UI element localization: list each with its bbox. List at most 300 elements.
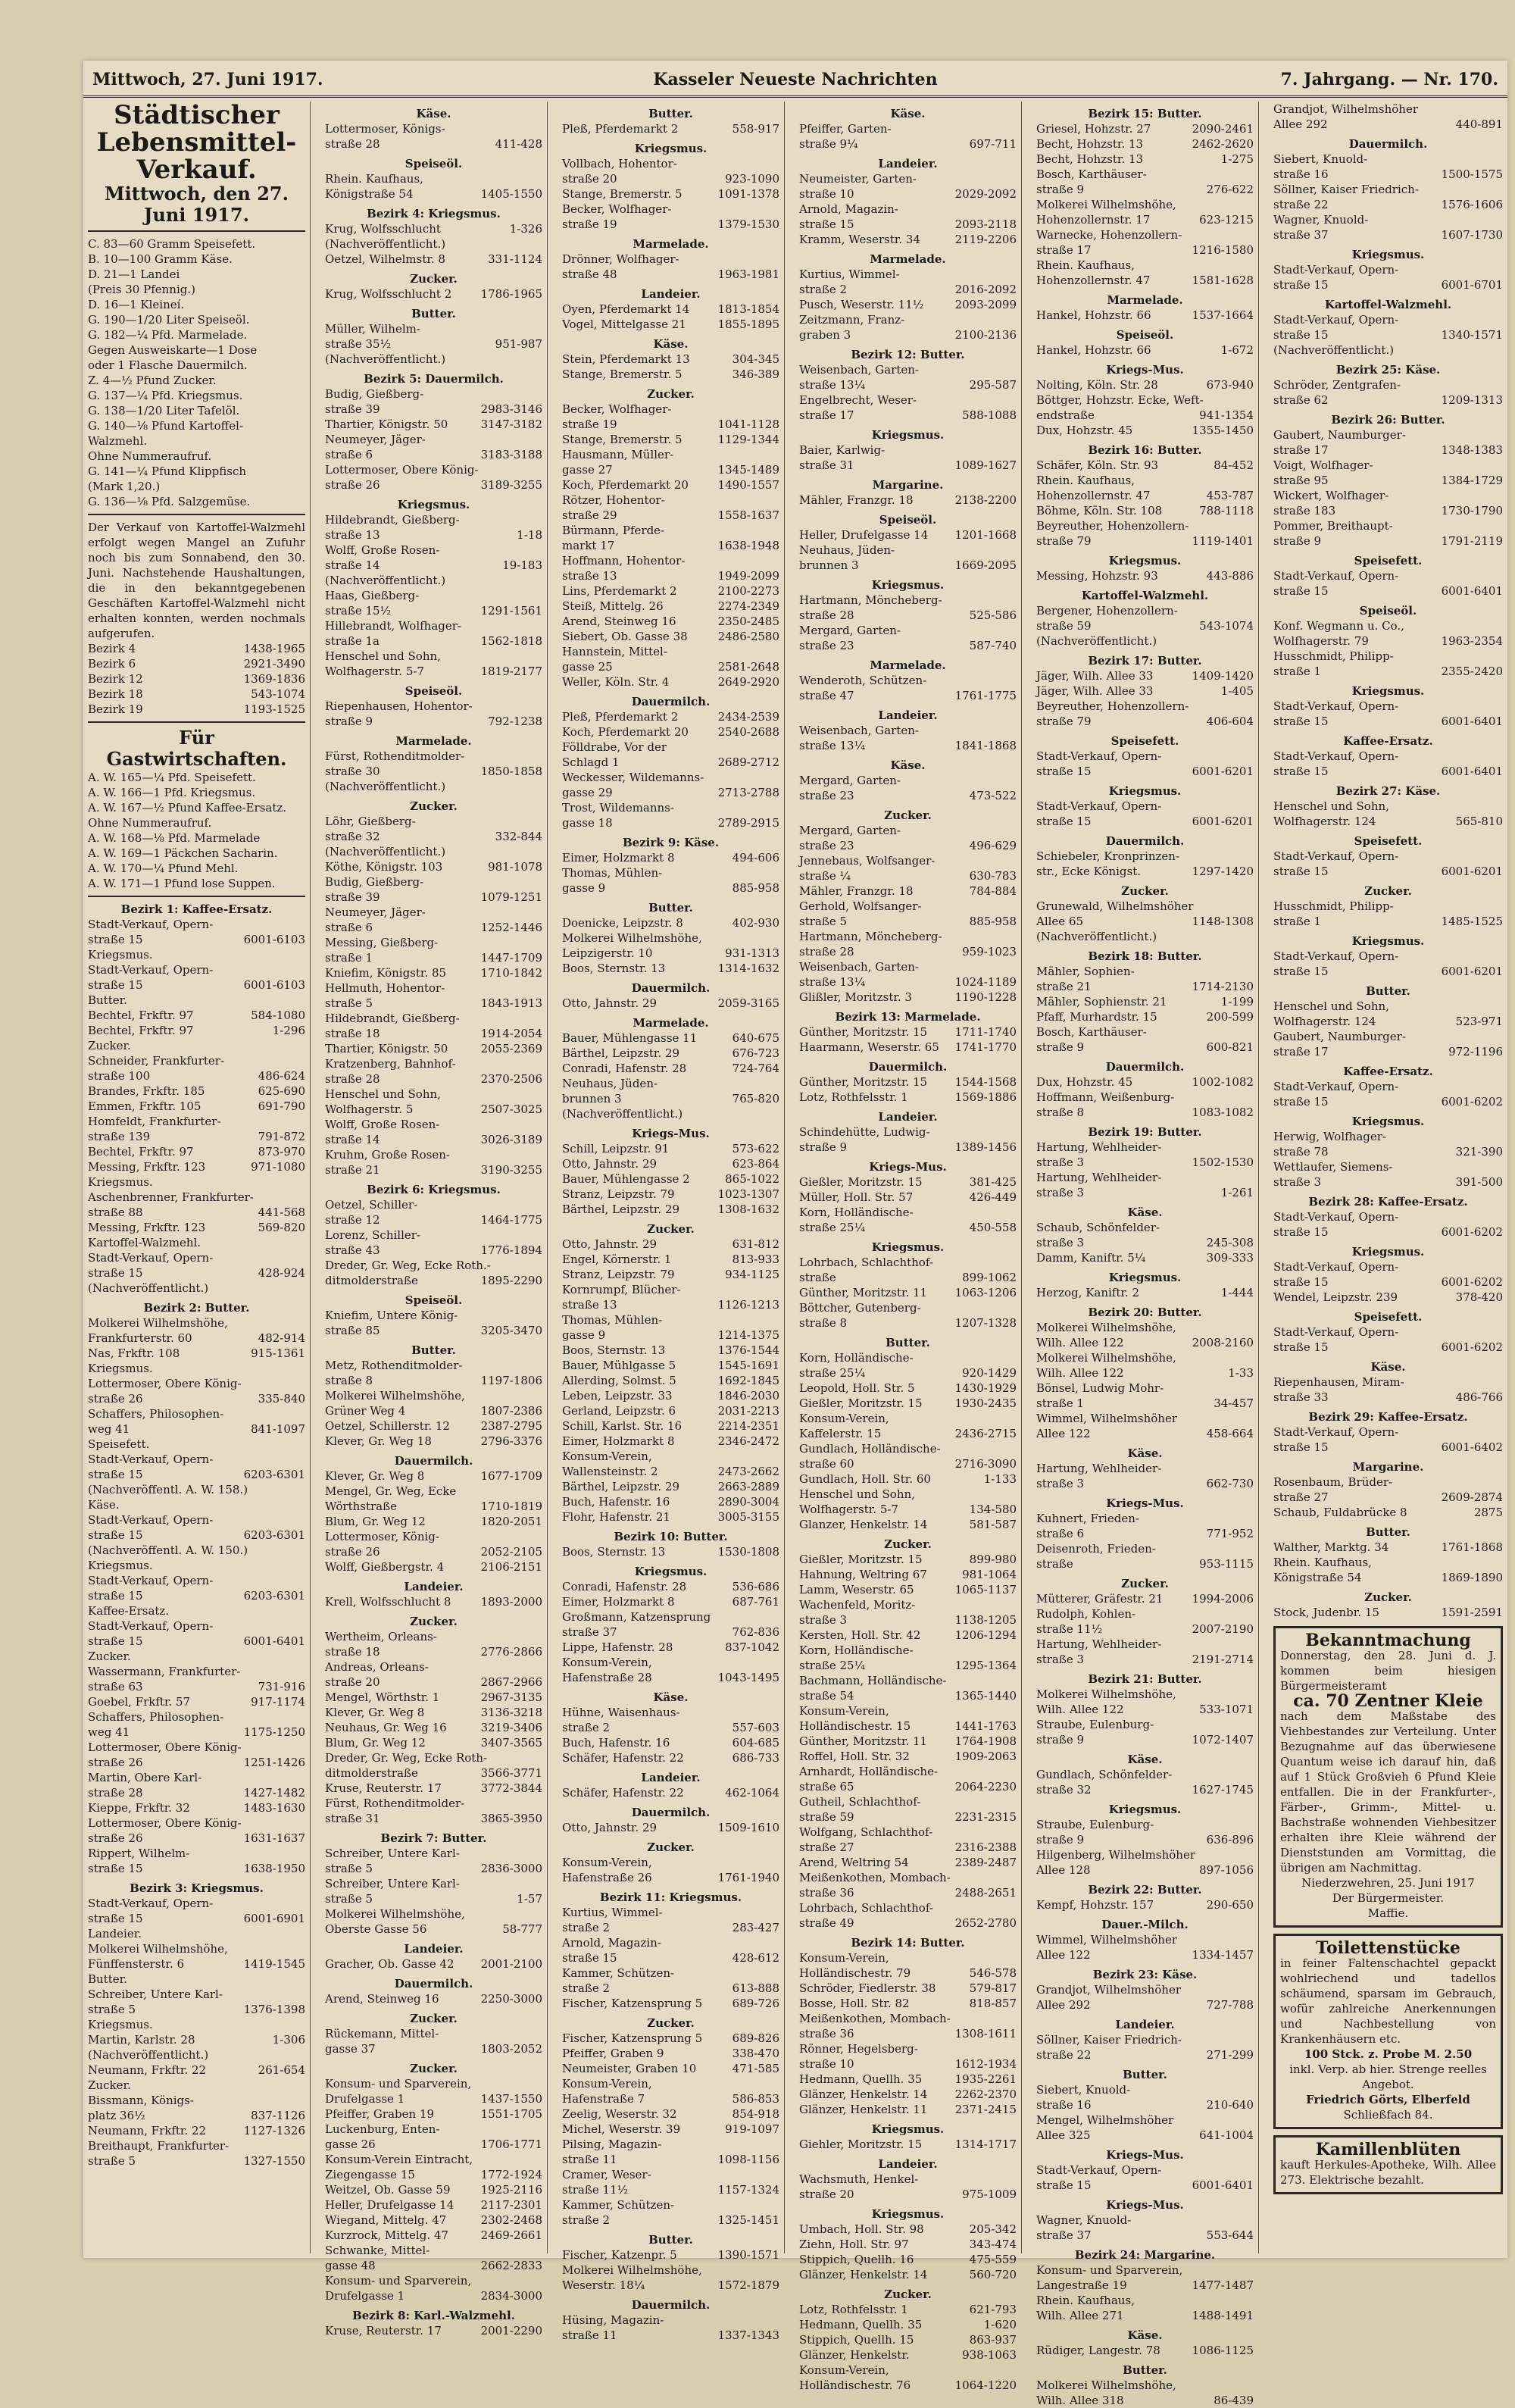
list-item bbox=[562, 462, 779, 477]
entry-range: 1846-2030 bbox=[717, 1389, 779, 1403]
entry-text: Bezirk 7: Butter. bbox=[380, 1831, 487, 1845]
entry-text: Butter. bbox=[648, 901, 693, 915]
entry-text: straße 15 bbox=[799, 217, 854, 231]
entry-text: Günther, Moritzstr. 11 bbox=[799, 1286, 928, 1299]
section-heading bbox=[1036, 1802, 1254, 1817]
entry-text: Flohr, Hafenstr. 21 bbox=[562, 1510, 670, 1524]
section-heading bbox=[1036, 1672, 1254, 1687]
entry-range: 2486-2580 bbox=[717, 630, 779, 643]
entry-text: straße 13 bbox=[325, 528, 380, 542]
entry-range: 586-853 bbox=[732, 2092, 779, 2106]
list-item bbox=[1036, 342, 1254, 358]
entry-range: 2138-2200 bbox=[954, 493, 1017, 507]
entry-text: straße 18 bbox=[325, 1645, 380, 1659]
entry-text: Stein, Pferdemarkt 13 bbox=[562, 352, 690, 366]
entry-text: straße 19 bbox=[562, 217, 617, 231]
list-item bbox=[1036, 1105, 1254, 1120]
entry-text: Eimer, Holzmarkt 8 bbox=[562, 1434, 675, 1448]
section-heading bbox=[325, 1614, 542, 1629]
list-item bbox=[799, 543, 1017, 558]
entry-range: 543-1074 bbox=[1199, 619, 1254, 633]
entry-text: Margarine. bbox=[872, 478, 944, 492]
entry-text: Schäfer, Köln. Str. 93 bbox=[1036, 458, 1159, 472]
list-item bbox=[325, 859, 542, 874]
list-item bbox=[1036, 503, 1254, 518]
section-heading bbox=[1273, 362, 1503, 377]
entry-text: Bezirk 29: Kaffee-Ersatz. bbox=[1308, 1410, 1468, 1424]
entry-text: Kriegsmus. bbox=[88, 948, 153, 962]
entry-range: 1485-1525 bbox=[1441, 915, 1503, 928]
list-item bbox=[325, 1906, 542, 1922]
entry-range: 762-836 bbox=[732, 1625, 779, 1639]
entry-text: Käse. bbox=[653, 1690, 689, 1704]
entry-text: Stippich, Quellh. 16 bbox=[799, 2253, 914, 2266]
entry-text: Haas, Gießberg- bbox=[325, 589, 420, 602]
entry-range: 1711-1740 bbox=[954, 1025, 1017, 1039]
list-item bbox=[88, 1573, 305, 1588]
list-item bbox=[325, 649, 542, 664]
entry-text: Thomas, Mühlen- bbox=[562, 1313, 663, 1327]
entry-text: Zucker. bbox=[1121, 884, 1169, 898]
entry-range: 630-783 bbox=[969, 869, 1017, 883]
entry-text: straße 2 bbox=[562, 1721, 611, 1734]
entry-text: Käse. bbox=[890, 107, 926, 120]
entry-text: Bauer, Mühlengasse 11 bbox=[562, 1031, 698, 1045]
entry-text: Speiseöl. bbox=[405, 1293, 463, 1307]
section-heading bbox=[325, 1293, 542, 1308]
list-item bbox=[799, 823, 1017, 838]
list-item bbox=[562, 1735, 779, 1750]
list-item bbox=[562, 1640, 779, 1655]
list-item bbox=[88, 977, 305, 993]
list-item bbox=[562, 1705, 779, 1720]
entry-range: 462-1064 bbox=[725, 1786, 779, 1800]
entry-text: gasse 9 bbox=[562, 1328, 606, 1342]
entry-text: Hilgenberg, Wilhelmshöher bbox=[1036, 1848, 1196, 1862]
entry-text: Nolting, Köln. Str. 28 bbox=[1036, 378, 1158, 392]
entry-range: 6001-6103 bbox=[243, 978, 305, 992]
entry-text: Wassermann, Frankfurter- bbox=[88, 1665, 241, 1678]
list-item bbox=[1273, 1259, 1503, 1274]
list-item bbox=[562, 1609, 779, 1625]
section-heading bbox=[1273, 683, 1503, 699]
entry-text: Mengel, Wörthstr. 1 bbox=[325, 1690, 440, 1704]
list-item bbox=[562, 447, 779, 462]
entry-text: straße 15 bbox=[1273, 584, 1329, 598]
entry-text: Bönsel, Ludwig Mohr- bbox=[1036, 1381, 1164, 1395]
entry-text: Molkerei Wilhelmshöhe, bbox=[325, 1907, 465, 1921]
list-item bbox=[325, 286, 542, 302]
list-item bbox=[799, 2137, 1017, 2152]
entry-text: Buch, Hafenstr. 16 bbox=[562, 1495, 670, 1509]
entry-range: 1569-1886 bbox=[954, 1090, 1017, 1104]
list-item bbox=[325, 1388, 542, 1403]
list-item bbox=[799, 974, 1017, 990]
entry-text: Kornrumpf, Blücher- bbox=[562, 1283, 681, 1296]
entry-text: Kurtius, Wimmel- bbox=[562, 1906, 663, 1919]
gast-title: Für Gastwirtschaften. bbox=[106, 727, 287, 770]
entry-text: Butter. bbox=[88, 1972, 127, 1986]
entry-range: 2250-3000 bbox=[480, 1992, 542, 2006]
entry-range: 34-457 bbox=[1214, 1396, 1254, 1410]
main-date: Mittwoch, den 27. Juni 1917. bbox=[105, 183, 289, 226]
list-item bbox=[799, 1255, 1017, 1270]
entry-text: straße 15 bbox=[1273, 765, 1329, 778]
list-item bbox=[1273, 799, 1503, 814]
entry-text: straße 63 bbox=[88, 1680, 143, 1693]
section-heading bbox=[562, 386, 779, 402]
entry-text: Speisefett. bbox=[1110, 734, 1179, 748]
section-heading bbox=[1273, 1525, 1503, 1540]
list-item bbox=[325, 618, 542, 633]
entry-text: Stadt-Verkauf, Opern- bbox=[88, 1574, 214, 1587]
entry-text: Wertheim, Orleans- bbox=[325, 1630, 437, 1643]
list-item bbox=[799, 121, 1017, 136]
entry-range: 486-624 bbox=[258, 1069, 305, 1083]
entry-text: Konsum-Verein, bbox=[562, 2077, 652, 2091]
entry-text: Neuhaus, Jüden- bbox=[562, 1077, 658, 1090]
entry-range: 2031-2213 bbox=[717, 1404, 779, 1418]
list-item bbox=[1036, 2343, 1254, 2358]
section-heading bbox=[325, 1453, 542, 1468]
list-item bbox=[562, 1920, 779, 1935]
entry-range: 494-606 bbox=[732, 851, 779, 865]
list-item bbox=[1273, 182, 1503, 197]
entry-range: 473-522 bbox=[969, 789, 1017, 802]
entry-range: 557-603 bbox=[732, 1721, 779, 1734]
entry-range: 2875 bbox=[1473, 1506, 1503, 1519]
entry-range: 523-971 bbox=[1455, 1015, 1503, 1028]
entry-text: Wolfhagerstr. 5 bbox=[325, 1102, 414, 1116]
entry-text: Wilh. Allee 122 bbox=[1036, 1336, 1124, 1349]
entry-text: Riepenhausen, Miram- bbox=[1273, 1375, 1404, 1389]
entry-text: Glänzer, Henkelstr. 14 bbox=[799, 2268, 928, 2281]
entry-text: Bauer, Mühlgasse 5 bbox=[562, 1359, 676, 1372]
list-item bbox=[562, 1509, 779, 1525]
entry-text: Krug, Wolfsschlucht 2 bbox=[325, 287, 452, 301]
list-item bbox=[325, 1212, 542, 1227]
section-heading bbox=[1036, 2328, 1254, 2343]
entry-text: Käse. bbox=[1127, 1206, 1163, 1219]
list-item bbox=[799, 2252, 1017, 2267]
entry-range: 915-1361 bbox=[251, 1346, 305, 1360]
entry-range: 84-452 bbox=[1214, 458, 1254, 472]
entry-range: 381-425 bbox=[969, 1175, 1017, 1189]
entry-range: 1157-1324 bbox=[717, 2183, 779, 2197]
entry-text: Zucker. bbox=[88, 2078, 131, 2092]
entry-range: 2064-2230 bbox=[954, 1780, 1017, 1793]
entry-text: Mengel, Gr. Weg, Ecke bbox=[325, 1484, 457, 1498]
section-heading bbox=[799, 1335, 1017, 1350]
list-item bbox=[1273, 849, 1503, 864]
entry-text: Wachenfeld, Moritz- bbox=[799, 1598, 916, 1612]
entry-range: 276-622 bbox=[1206, 183, 1254, 196]
list-item: G. 136—⅛ Pfd. Salzgemüse. bbox=[88, 495, 251, 508]
entry-range: 2507-3025 bbox=[480, 1102, 542, 1116]
entry-range: 1089-1627 bbox=[954, 458, 1017, 472]
entry-range: 3190-3255 bbox=[480, 1163, 542, 1177]
entry-text: Molkerei Wilhelmshöhe, bbox=[1036, 2378, 1176, 2392]
entry-range: 1537-1664 bbox=[1192, 308, 1254, 322]
list-item bbox=[325, 1308, 542, 1323]
entry-text: Butter. bbox=[648, 2233, 693, 2247]
list-item bbox=[1273, 764, 1503, 779]
column-2 bbox=[320, 102, 548, 2338]
list-item bbox=[1036, 197, 1254, 212]
list-item bbox=[1273, 1274, 1503, 1290]
list-item bbox=[562, 477, 779, 493]
entry-text: Cramer, Weser- bbox=[562, 2168, 651, 2181]
entry-text: endstraße bbox=[1036, 408, 1095, 422]
entry-text: straße 78 bbox=[1273, 1145, 1329, 1159]
entry-text: Jäger, Wilh. Allee 33 bbox=[1036, 669, 1154, 683]
list-item: D. 21—1 Landei bbox=[88, 267, 180, 281]
entry-text: Conradi, Hafenstr. 28 bbox=[562, 1062, 687, 1075]
entry-text: Lamm, Weserstr. 65 bbox=[799, 1583, 914, 1596]
entry-range: 687-761 bbox=[732, 1595, 779, 1609]
entry-range: 1314-1717 bbox=[954, 2137, 1017, 2151]
entry-text: Wiegand, Mittelg. 47 bbox=[325, 2213, 447, 2227]
list-item bbox=[1036, 1932, 1254, 1947]
entry-text: straße 1 bbox=[325, 951, 373, 965]
entry-text: Baier, Karlwig- bbox=[799, 443, 886, 457]
entry-range: 923-1090 bbox=[725, 172, 779, 186]
entry-text: straße 15 bbox=[1273, 1225, 1329, 1239]
list-item bbox=[799, 362, 1017, 377]
list-item bbox=[562, 1594, 779, 1609]
entry-range: 1807-2386 bbox=[480, 1404, 542, 1418]
entry-text: Zucker. bbox=[410, 2012, 458, 2025]
entry-text: (Nachveröffentlicht.) bbox=[1273, 343, 1395, 357]
list-item bbox=[1273, 1094, 1503, 1109]
entry-range: 1488-1491 bbox=[1192, 2309, 1254, 2322]
list-item bbox=[799, 1441, 1017, 1456]
list-item bbox=[1036, 714, 1254, 729]
entry-text: Pfeiffer, Graben 9 bbox=[562, 2047, 664, 2060]
entry-range: 1551-1705 bbox=[480, 2107, 542, 2121]
bezirk-3-list bbox=[88, 1896, 305, 2169]
list-item bbox=[799, 2187, 1017, 2202]
entry-text: Speisefett. bbox=[1354, 1310, 1423, 1324]
entry-text: Hahnung, Weltring 67 bbox=[799, 1568, 927, 1581]
list-item bbox=[1036, 423, 1254, 438]
list-item bbox=[88, 1634, 305, 1649]
list-item bbox=[799, 1552, 1017, 1567]
list-item: Ohne Nummeraufruf. bbox=[88, 449, 212, 463]
list-item bbox=[799, 1703, 1017, 1718]
list-item bbox=[562, 1785, 779, 1800]
list-item: A. W. 169—1 Päckchen Sacharin. bbox=[88, 846, 278, 860]
list-item bbox=[799, 673, 1017, 688]
entry-range: 1850-1858 bbox=[480, 765, 542, 778]
section-heading bbox=[799, 658, 1017, 673]
entry-text: Bezirk 17: Butter. bbox=[1088, 654, 1202, 668]
entry-text: straße 28 bbox=[325, 1072, 380, 1086]
column-5 bbox=[1032, 102, 1259, 2407]
list-item bbox=[1273, 1129, 1503, 1144]
entry-text: Weitzel, Ob. Gasse 59 bbox=[325, 2183, 451, 2197]
entry-range: 587-740 bbox=[969, 639, 1017, 652]
bezirk-label: Bezirk 19 bbox=[88, 702, 143, 716]
list-item bbox=[1036, 1702, 1254, 1717]
entry-text: Vogel, Mittelgasse 21 bbox=[562, 317, 686, 331]
section-heading bbox=[1273, 603, 1503, 618]
list-item bbox=[1036, 1652, 1254, 1667]
list-item bbox=[88, 962, 305, 977]
list-item bbox=[1036, 568, 1254, 583]
list-item bbox=[88, 1649, 305, 1664]
list-item bbox=[325, 814, 542, 829]
entry-range: 6001-6901 bbox=[243, 1912, 305, 1925]
entry-text: Landeier. bbox=[878, 157, 938, 170]
entry-range: 640-675 bbox=[732, 1031, 779, 1045]
entry-text: Landeier. bbox=[878, 2157, 938, 2171]
entry-text: Koch, Pferdemarkt 20 bbox=[562, 478, 689, 492]
entry-text: Hedmann, Quellh. 35 bbox=[799, 2318, 923, 2331]
entry-text: Kramm, Weserstr. 34 bbox=[799, 233, 920, 246]
entry-text: Zeelig, Weserstr. 32 bbox=[562, 2107, 677, 2121]
entry-range: 2469-2661 bbox=[480, 2228, 542, 2242]
list-item bbox=[88, 1512, 305, 1528]
list-item bbox=[325, 2243, 542, 2258]
list-item bbox=[325, 1705, 542, 1720]
entry-text: Rönner, Hegelsberg- bbox=[799, 2042, 918, 2056]
list-item bbox=[1036, 1717, 1254, 1732]
entry-text: straße 65 bbox=[799, 1780, 854, 1793]
list-item bbox=[799, 1840, 1017, 1855]
list-item bbox=[562, 1267, 779, 1282]
entry-text: Mähler, Franzgr. 18 bbox=[799, 884, 914, 898]
entry-text: Butter. bbox=[88, 993, 127, 1007]
entry-range: 959-1023 bbox=[962, 945, 1017, 959]
entry-text: Stadt-Verkauf, Opern- bbox=[1273, 569, 1399, 583]
entry-text: Kriegsmus. bbox=[1351, 1245, 1425, 1259]
entry-text: Herzog, Kaniftr. 2 bbox=[1036, 1286, 1139, 1299]
list-item bbox=[562, 1935, 779, 1950]
list-item bbox=[88, 1679, 305, 1694]
entry-text: Rhein. Kaufhaus, bbox=[1036, 2294, 1135, 2307]
list-item bbox=[1273, 1475, 1503, 1490]
section-heading bbox=[799, 2287, 1017, 2302]
entry-text: Kriegsmus. bbox=[1108, 554, 1182, 568]
entry-range: 686-733 bbox=[732, 1751, 779, 1765]
entry-text: Lottermoser, Obere König- bbox=[88, 1377, 242, 1390]
entry-text: Molkerei Wilhelmshöhe, bbox=[562, 2263, 702, 2277]
entry-text: Stadt-Verkauf, Opern- bbox=[88, 963, 214, 977]
entry-text: Bezirk 14: Butter. bbox=[851, 1936, 965, 1950]
entry-text: Stadt-Verkauf, Opern- bbox=[88, 1453, 214, 1466]
list-item bbox=[1036, 929, 1254, 944]
list-item bbox=[88, 1740, 305, 1755]
entry-text: straße bbox=[1036, 1557, 1073, 1571]
list-item bbox=[88, 1482, 305, 1497]
entry-range: 2389-2487 bbox=[954, 1856, 1017, 1869]
list-item bbox=[1273, 327, 1503, 342]
entry-range: 271-299 bbox=[1206, 2048, 1254, 2062]
list-item bbox=[799, 990, 1017, 1005]
section-heading bbox=[799, 1240, 1017, 1255]
entry-text: Müller, Holl. Str. 57 bbox=[799, 1190, 914, 1204]
entry-range: 1786-1965 bbox=[480, 287, 542, 301]
entry-range: 1197-1806 bbox=[480, 1374, 542, 1387]
list-item bbox=[799, 1764, 1017, 1779]
entry-text: Beyreuther, Hohenzollern- bbox=[1036, 699, 1189, 713]
entry-range: 2713-2788 bbox=[717, 786, 779, 799]
entry-text: Käse. bbox=[416, 107, 451, 120]
list-item bbox=[88, 1437, 305, 1452]
entry-text: straße 36 bbox=[799, 2027, 854, 2041]
list-item bbox=[799, 2267, 1017, 2282]
list-item bbox=[799, 2302, 1017, 2317]
list-item bbox=[1036, 1526, 1254, 1541]
entry-range: 1043-1495 bbox=[717, 1671, 779, 1684]
entry-text: Gerland, Leipzstr. 6 bbox=[562, 1404, 676, 1418]
entry-range: 1365-1440 bbox=[954, 1689, 1017, 1703]
entry-range: 662-730 bbox=[1206, 1477, 1254, 1490]
list-item bbox=[88, 1528, 305, 1543]
section-heading bbox=[1036, 2017, 1254, 2032]
entry-text: Grandjot, Wilhelmshöher bbox=[1273, 102, 1419, 116]
list-item bbox=[799, 723, 1017, 738]
list-item bbox=[562, 2167, 779, 2182]
entry-text: Henschel und Sohn, bbox=[1273, 999, 1389, 1013]
entry-range: 2093-2118 bbox=[954, 217, 1017, 231]
list-item bbox=[325, 2026, 542, 2041]
entry-text: straße 25¼ bbox=[799, 1221, 866, 1234]
entry-text: Pilsing, Magazin- bbox=[562, 2137, 662, 2151]
section-heading bbox=[1273, 1309, 1503, 1324]
list-item bbox=[1273, 1424, 1503, 1440]
list-item bbox=[1036, 864, 1254, 879]
entry-text: Landeier. bbox=[88, 1927, 142, 1940]
list-item bbox=[562, 2076, 779, 2091]
entry-range: 1612-1934 bbox=[954, 2057, 1017, 2071]
section-heading bbox=[1273, 553, 1503, 568]
entry-range: 1379-1530 bbox=[717, 217, 779, 231]
entry-text: Zucker. bbox=[88, 1039, 131, 1052]
entry-text: Hartung, Wehlheider- bbox=[1036, 1140, 1162, 1154]
entry-text: straße 26 bbox=[88, 1756, 143, 1769]
entry-range: 2316-2388 bbox=[954, 1840, 1017, 1854]
entry-range: 6001-6401 bbox=[1192, 2178, 1254, 2192]
entry-text: straße 48 bbox=[562, 267, 617, 281]
entry-text: Jäger, Wilh. Allee 33 bbox=[1036, 684, 1154, 698]
entry-text: Dauermilch. bbox=[1105, 834, 1185, 848]
entry-text: Lohrbach, Schlachthof- bbox=[799, 1901, 933, 1915]
list-item bbox=[1036, 979, 1254, 994]
entry-text: Weserstr. 18¼ bbox=[562, 2278, 645, 2292]
list-item bbox=[88, 1694, 305, 1709]
entry-range: 1251-1426 bbox=[243, 1756, 305, 1769]
entry-text: Haarmann, Weserstr. 65 bbox=[799, 1040, 939, 1054]
entry-text: Stadt-Verkauf, Opern- bbox=[1273, 313, 1399, 327]
entry-text: straße 28 bbox=[88, 1786, 143, 1800]
list-item bbox=[562, 1202, 779, 1217]
entry-text: Fünffensterstr. 6 bbox=[88, 1957, 185, 1971]
entry-text: Allee 65 bbox=[1036, 915, 1084, 928]
entry-text: Eimer, Holzmarkt 8 bbox=[562, 851, 675, 865]
section-heading bbox=[325, 1941, 542, 1956]
list-item bbox=[562, 1358, 779, 1373]
entry-text: Lottermoser, Obere König- bbox=[325, 463, 479, 477]
entry-text: Homfeldt, Frankfurter- bbox=[88, 1115, 221, 1128]
list-item bbox=[88, 1281, 305, 1296]
entry-text: Breithaupt, Frankfurter- bbox=[88, 2139, 230, 2153]
entry-text: Zucker. bbox=[88, 1650, 131, 1663]
list-item bbox=[325, 2122, 542, 2137]
entry-text: Weisenbach, Garten- bbox=[799, 363, 919, 377]
entry-range: 873-970 bbox=[258, 1145, 305, 1159]
